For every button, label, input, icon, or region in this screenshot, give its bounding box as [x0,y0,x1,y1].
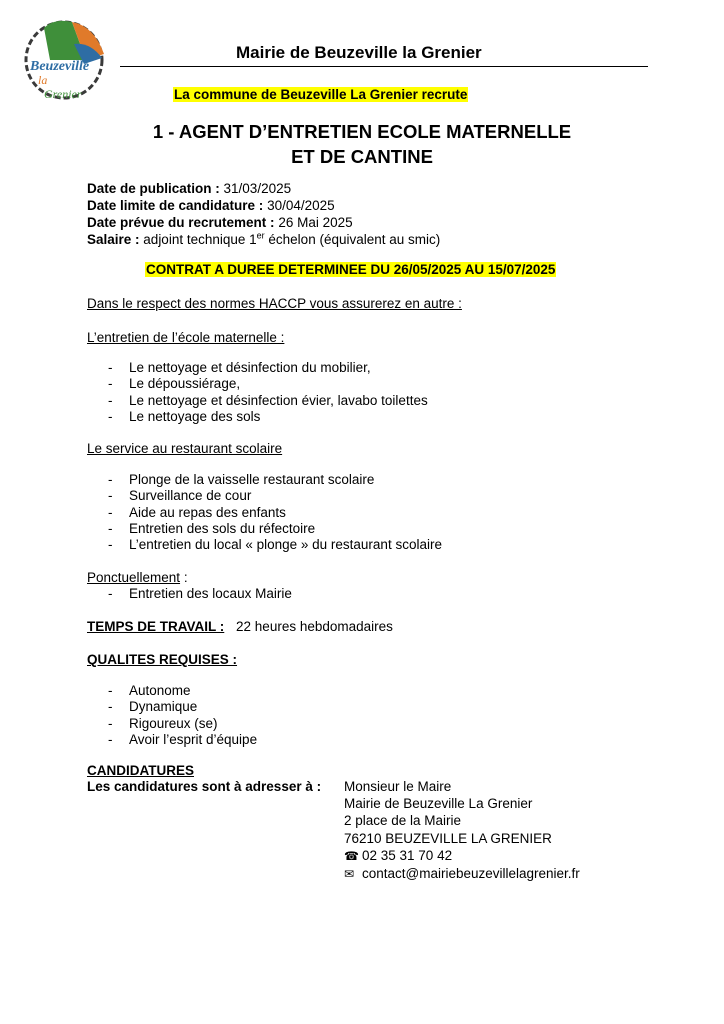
contact-email[interactable]: contact@mairiebeuzevillelagrenier.fr [362,866,580,882]
recruitment-date-label: Date prévue du recrutement : [87,215,275,230]
list-item: - Autonome [108,683,257,699]
list-item: - Le dépoussiérage, [108,376,428,392]
list-item: - Rigoureux (se) [108,716,257,732]
list-item: - L’entretien du local « plonge » du restaurant scolaire [108,537,442,553]
candidatures-label: Les candidatures sont à adresser à : [87,779,322,794]
job-title [0,119,724,169]
contact-email-row [344,865,580,883]
recruitment-banner: La commune de Beuzeville La Grenier recrute [174,87,468,102]
telephone-icon: ☎ [344,848,359,863]
commune-logo [14,14,118,102]
contract-banner: CONTRAT A DUREE DETERMINEE DU 26/05/2025 AU 15/07/2025 [146,262,556,277]
section-ecole-heading: L’entretien de l’école maternelle : [87,330,285,345]
logo-text-line1: Beuzeville [30,59,90,74]
section-ponctuel-heading: Ponctuellement : [87,570,188,585]
recruitment-date-value: 26 Mai 2025 [278,215,353,230]
qualites-heading: QUALITES REQUISES : [87,652,238,667]
contact-street: 2 place de la Mairie [344,813,462,829]
working-time [87,619,393,634]
publication-value: 31/03/2025 [223,181,292,196]
contact-phone-row [344,847,580,865]
list-item: - Aide au repas des enfants [108,505,442,521]
list-item: - Avoir l’esprit d’équipe [108,732,257,748]
list-item: - Le nettoyage et désinfection du mobilier, [108,360,428,376]
working-time-value: 22 heures hebdomadaires [236,619,393,634]
contact-city: 76210 BEUZEVILLE LA GRENIER [344,830,552,846]
section-ecole-list [108,360,428,425]
list-item: - Surveillance de cour [108,488,442,504]
list-item: - Le nettoyage des sols [108,409,428,425]
job-title-line2: ET DE CANTINE [291,146,433,167]
section-restaurant-list [108,472,442,553]
contact-phone: 02 35 31 70 42 [362,847,453,863]
deadline-label: Date limite de candidature : [87,198,264,213]
list-item: - Entretien des locaux Mairie [108,586,292,602]
header-title: Mairie de Beuzeville la Grenier [236,43,482,62]
logo-text-line3: Grenier [44,87,82,101]
mail-icon: ✉ [344,867,355,882]
header-divider [120,66,648,67]
contact-name: Monsieur le Maire [344,779,452,794]
salary-value: adjoint technique 1er échelon (équivalent au smic) [143,230,441,247]
publication-label: Date de publication : [87,181,220,196]
list-item: - Le nettoyage et désinfection évier, lavabo toilettes [108,393,428,409]
section-ponctuel-list [108,586,292,602]
working-time-label: TEMPS DE TRAVAIL : [87,619,225,634]
list-item: - Dynamique [108,699,257,715]
contact-address [344,778,580,883]
job-info [87,180,440,248]
qualites-list [108,683,257,748]
salary-label: Salaire : [87,232,140,247]
candidatures-heading: CANDIDATURES [87,763,194,778]
list-item: - Plonge de la vaisselle restaurant scolaire [108,472,442,488]
contact-org: Mairie de Beuzeville La Grenier [344,796,533,812]
logo-text-line2: la [38,73,48,87]
deadline-value: 30/04/2025 [267,198,335,213]
list-item: - Entretien des sols du réfectoire [108,521,442,537]
intro-text: Dans le respect des normes HACCP vous assurerez en autre : [87,296,462,311]
job-title-line1: 1 - AGENT D’ENTRETIEN ECOLE MATERNELLE [152,121,572,142]
section-restaurant-heading: Le service au restaurant scolaire [87,441,283,456]
